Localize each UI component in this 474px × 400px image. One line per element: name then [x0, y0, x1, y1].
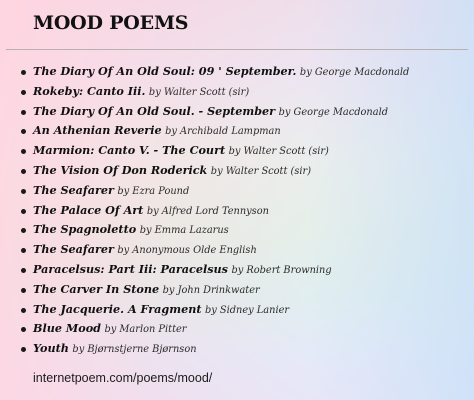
poem-author: by Alfred Lord Tennyson: [146, 205, 269, 217]
poem-title-link[interactable]: The Vision Of Don Roderick: [33, 162, 208, 177]
bullet-icon: [21, 110, 26, 115]
poem-title-link[interactable]: Rokeby: Canto Iii.: [33, 83, 146, 98]
bullet-icon: [21, 70, 26, 75]
poem-title-link[interactable]: The Seafarer: [33, 182, 114, 197]
list-item: [16, 339, 472, 359]
bullet-icon: [21, 268, 26, 273]
poem-title-link[interactable]: The Carver In Stone: [33, 281, 160, 296]
poem-author: by Walter Scott (sir): [148, 86, 250, 98]
list-item: [16, 161, 472, 181]
poem-author: by Robert Browning: [231, 264, 332, 276]
poem-author: by George Macdonald: [299, 67, 410, 78]
list-item: [16, 181, 472, 201]
poem-author: by Emma Lazarus: [139, 225, 229, 237]
poem-title-link[interactable]: An Athenian Reverie: [33, 123, 162, 138]
poem-author: by George Macdonald: [278, 106, 388, 118]
list-item: [16, 240, 472, 260]
list-item: [16, 280, 472, 300]
poem-author: by Sidney Lanier: [205, 304, 290, 316]
poem-title-link[interactable]: The Seafarer: [33, 242, 114, 257]
bullet-icon: [21, 288, 26, 293]
list-item: [16, 82, 472, 102]
poem-title-link[interactable]: The Jacquerie. A Fragment: [33, 301, 202, 316]
poem-list: [16, 62, 472, 359]
poem-title-link[interactable]: The Palace Of Art: [33, 202, 144, 217]
poem-author: by Walter Scott (sir): [210, 165, 312, 177]
page-title: MOOD POEMS: [33, 12, 189, 34]
bullet-icon: [21, 149, 26, 154]
list-item: [16, 102, 472, 122]
poem-author: by Anonymous Olde English: [117, 245, 257, 257]
bullet-icon: [21, 209, 26, 214]
list-item: [16, 141, 472, 161]
list-item: [16, 121, 472, 141]
list-item: [16, 300, 472, 320]
bullet-icon: [21, 189, 26, 194]
bullet-icon: [21, 129, 26, 134]
list-item: [16, 62, 472, 82]
poem-author: by Bjørnstjerne Bjørnson: [72, 344, 197, 356]
poem-author: by Ezra Pound: [117, 185, 190, 197]
bullet-icon: [21, 228, 26, 233]
poem-title-link[interactable]: Youth: [33, 341, 69, 356]
poem-author: by Archibald Lampman: [165, 126, 281, 138]
poem-author: by John Drinkwater: [162, 284, 260, 296]
poem-author: by Walter Scott (sir): [228, 146, 329, 158]
list-item: [16, 260, 472, 280]
poem-title-link[interactable]: Blue Mood: [33, 321, 101, 336]
header-divider: [6, 49, 468, 50]
list-item: [16, 201, 472, 221]
list-item: [16, 319, 472, 339]
list-item: [16, 220, 472, 240]
bullet-icon: [21, 248, 26, 253]
source-url: internetpoem.com/poems/mood/: [33, 371, 213, 385]
bullet-icon: [21, 90, 26, 95]
poem-author: by Marlon Pitter: [104, 324, 187, 336]
poem-title-link[interactable]: The Diary Of An Old Soul: 09 ' September.: [33, 64, 297, 78]
poem-title-link[interactable]: Paracelsus: Part Iii: Paracelsus: [33, 261, 228, 276]
poem-title-link[interactable]: The Spagnoletto: [33, 222, 137, 237]
poem-title-link[interactable]: The Diary Of An Old Soul. - September: [33, 103, 276, 118]
bullet-icon: [21, 308, 26, 313]
bullet-icon: [21, 347, 26, 352]
bullet-icon: [21, 327, 26, 332]
poem-title-link[interactable]: Marmion: Canto V. - The Court: [33, 143, 226, 158]
bullet-icon: [21, 169, 26, 174]
